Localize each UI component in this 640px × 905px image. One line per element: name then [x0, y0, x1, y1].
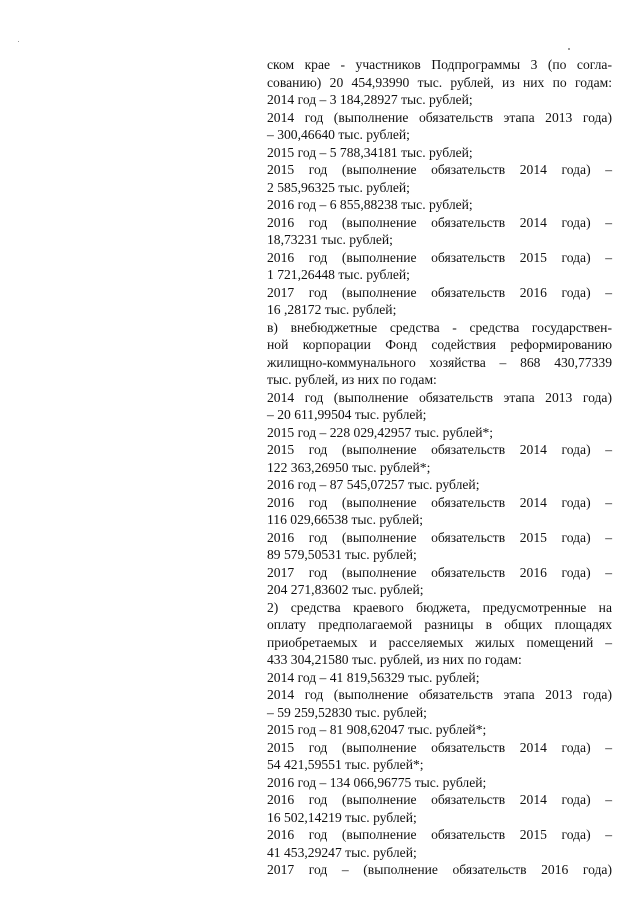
text-line: приобретаемых и расселяемых жилых помещений –	[267, 634, 612, 650]
text-line: 2016 год (выполнение обязательств 2014 года) –	[267, 494, 612, 510]
text-line: 433 304,21580 тыс. рублей, из них по годам:	[267, 652, 522, 667]
text-line: 2014 год (выполнение обязательств этапа 2013 года)	[267, 687, 612, 702]
text-line: в) внебюджетные средства - средства государствен-	[267, 319, 612, 335]
text-line: 2015 год – 81 908,62047 тыс. рублей*;	[267, 722, 487, 737]
text-line: сованию) 20 454,93990 тыс. рублей, из них по годам:	[267, 74, 612, 90]
text-line: 1 721,26448 тыс. рублей;	[267, 267, 410, 282]
text-line: 2016 год (выполнение обязательств 2015 года) –	[267, 827, 612, 842]
text-line: 204 271,83602 тыс. рублей;	[267, 582, 424, 597]
text-line: 2017 год (выполнение обязательств 2016 года) –	[267, 564, 612, 580]
text-line: – 59 259,52830 тыс. рублей;	[267, 704, 427, 720]
text-line: 2) средства краевого бюджета, предусмотренные на	[267, 599, 612, 615]
text-line: жилищно-коммунального хозяйства – 868 430,77339	[267, 354, 612, 370]
text-line: 2016 год (выполнение обязательств 2015 года) –	[267, 249, 612, 265]
scan-speck	[568, 48, 570, 50]
text-line: 16 ,28172 тыс. рублей;	[267, 302, 397, 317]
text-line: 54 421,59551 тыс. рублей*;	[267, 757, 424, 772]
text-line: 2014 год (выполнение обязательств этапа 2013 года)	[267, 109, 612, 125]
text-line: 116 029,66538 тыс. рублей;	[267, 512, 424, 527]
text-line: 2016 год (выполнение обязательств 2014 года) –	[267, 214, 612, 230]
text-line: 2015 год (выполнение обязательств 2014 года) –	[267, 442, 612, 457]
text-line: тыс. рублей, из них по годам:	[267, 372, 437, 387]
text-line: – 300,46640 тыс. рублей;	[267, 127, 410, 142]
text-line: оплату предполагаемой разницы в общих площадях	[267, 617, 612, 632]
text-line: – 20 611,99504 тыс. рублей;	[267, 407, 427, 422]
text-line: 2016 год – 87 545,07257 тыс. рублей;	[267, 477, 480, 492]
text-line: 2 585,96325 тыс. рублей;	[267, 179, 410, 195]
text-line: 2015 год – 5 788,34181 тыс. рублей;	[267, 144, 473, 160]
document-text-column	[267, 56, 612, 879]
text-line: 122 363,26950 тыс. рублей*;	[267, 459, 431, 475]
text-line: 2014 год (выполнение обязательств этапа 2013 года)	[267, 389, 612, 405]
text-line: 2014 год – 3 184,28927 тыс. рублей;	[267, 92, 473, 107]
text-line: 89 579,50531 тыс. рублей;	[267, 547, 417, 562]
text-line: 2016 год – 6 855,88238 тыс. рублей;	[267, 197, 473, 212]
text-line: 2015 год (выполнение обязательств 2014 года) –	[267, 162, 612, 177]
text-line: 16 502,14219 тыс. рублей;	[267, 809, 417, 825]
text-line: 2016 год – 134 066,96775 тыс. рублей;	[267, 774, 487, 790]
text-line: ной корпорации Фонд содействия реформированию	[267, 337, 612, 352]
text-line: ском крае - участников Подпрограммы 3 (по согла-	[267, 57, 612, 72]
text-line: 2017 год – (выполнение обязательств 2016 года)	[267, 862, 612, 877]
text-line: 2016 год (выполнение обязательств 2015 года) –	[267, 529, 612, 545]
text-line: 41 453,29247 тыс. рублей;	[267, 844, 417, 860]
text-line: 2014 год – 41 819,56329 тыс. рублей;	[267, 669, 480, 685]
text-line: 2017 год (выполнение обязательств 2016 года) –	[267, 284, 612, 300]
text-line: 2015 год (выполнение обязательств 2014 года) –	[267, 739, 612, 755]
scan-speck	[18, 41, 19, 42]
text-line: 2015 год – 228 029,42957 тыс. рублей*;	[267, 424, 494, 440]
text-line: 18,73231 тыс. рублей;	[267, 232, 393, 247]
text-line: 2016 год (выполнение обязательств 2014 года) –	[267, 792, 612, 807]
